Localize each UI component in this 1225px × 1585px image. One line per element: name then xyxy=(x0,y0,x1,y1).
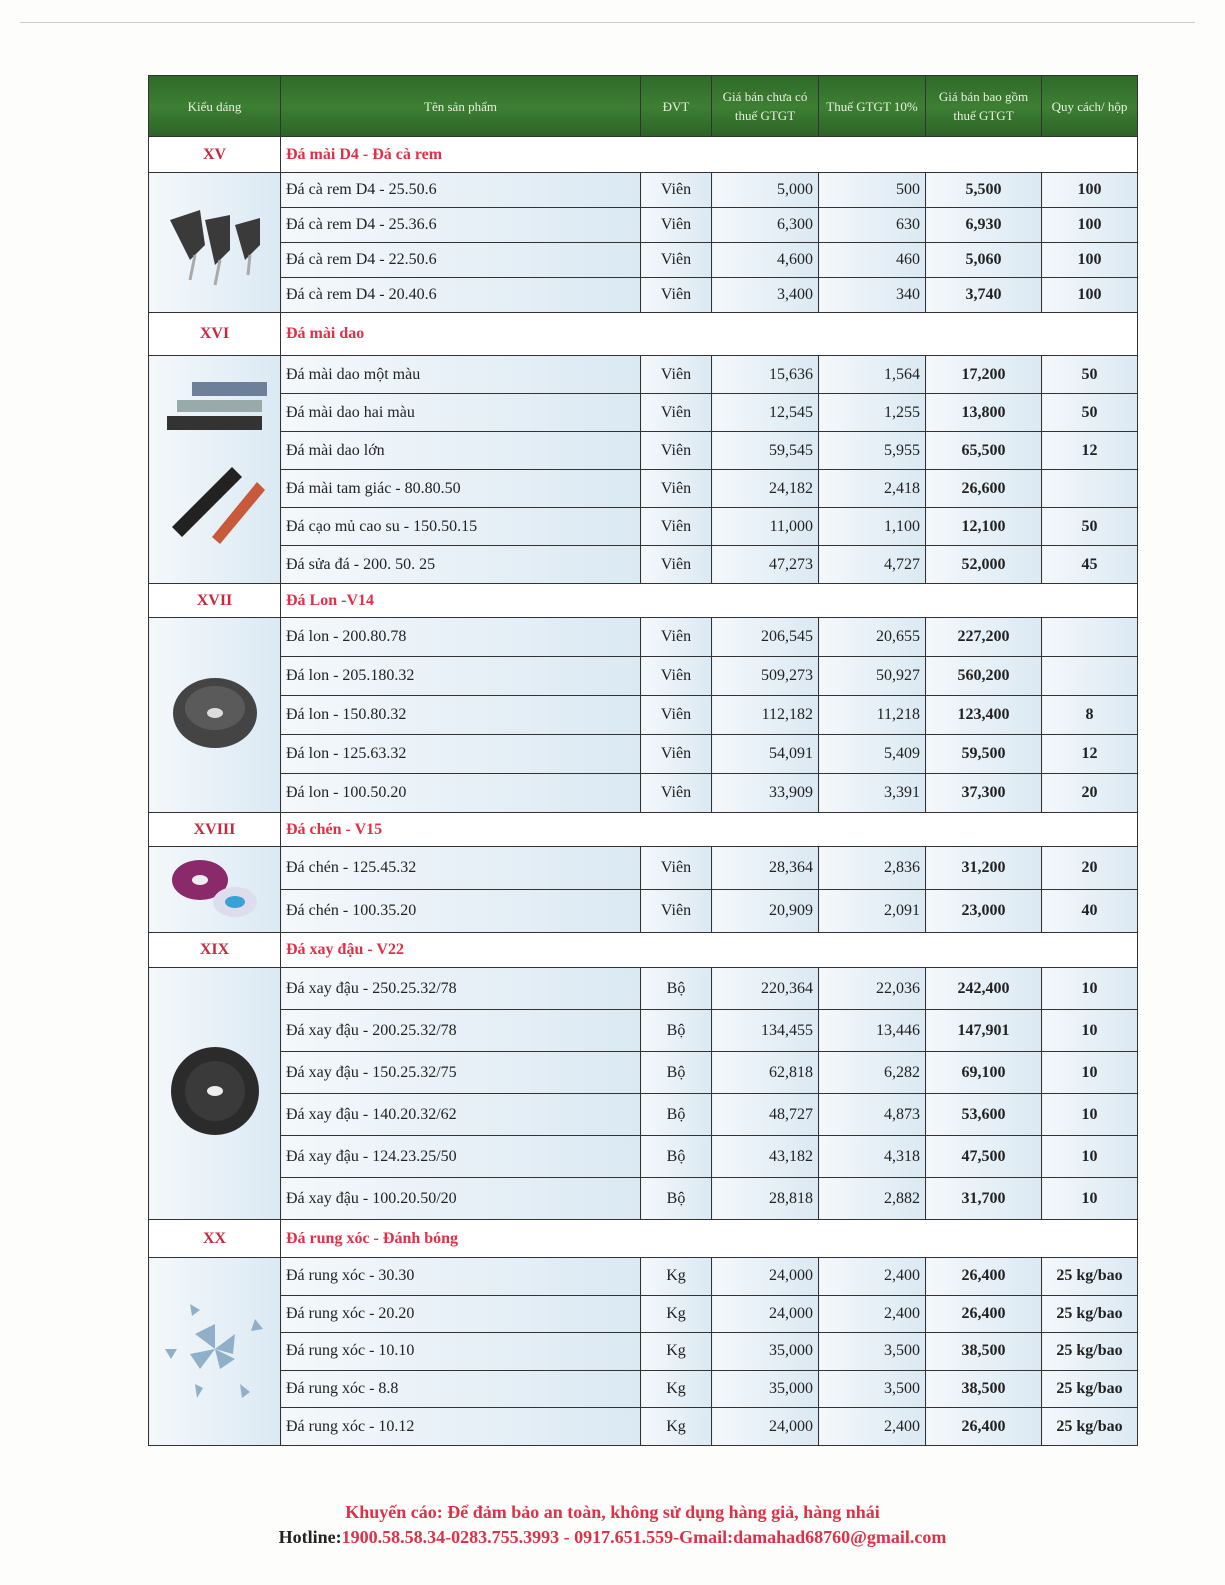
cell-unit: Viên xyxy=(641,208,712,243)
cell-packing: 25 kg/bao xyxy=(1042,1258,1138,1296)
cell-unit: Viên xyxy=(641,618,712,657)
cell-packing: 100 xyxy=(1042,173,1138,208)
cell-product-name: Đá cà rem D4 - 20.40.6 xyxy=(281,278,641,313)
table-row xyxy=(149,618,1138,657)
cell-vat: 4,727 xyxy=(819,546,926,584)
cell-vat: 2,400 xyxy=(819,1408,926,1446)
cell-price-pre-tax: 47,273 xyxy=(712,546,819,584)
cell-price-with-tax: 17,200 xyxy=(926,356,1042,394)
cell-unit: Viên xyxy=(641,735,712,774)
cell-unit: Bộ xyxy=(641,1052,712,1094)
col-style: Kiểu dáng xyxy=(149,76,281,137)
cell-price-with-tax: 23,000 xyxy=(926,890,1042,933)
cell-price-with-tax: 5,060 xyxy=(926,243,1042,278)
cell-product-name: Đá cà rem D4 - 25.50.6 xyxy=(281,173,641,208)
cell-unit: Viên xyxy=(641,546,712,584)
cell-product-name: Đá chén - 125.45.32 xyxy=(281,847,641,890)
section-title: Đá Lon -V14 xyxy=(281,584,1138,618)
cell-vat: 5,409 xyxy=(819,735,926,774)
cup-wheel-image xyxy=(149,618,281,813)
cell-price-with-tax: 52,000 xyxy=(926,546,1042,584)
cell-vat: 4,318 xyxy=(819,1136,926,1178)
table-row xyxy=(149,1052,1138,1094)
cell-price-with-tax: 26,400 xyxy=(926,1295,1042,1333)
cell-unit: Viên xyxy=(641,356,712,394)
cell-vat: 2,836 xyxy=(819,847,926,890)
hotline-label: Hotline: xyxy=(278,1527,342,1547)
cell-vat: 6,282 xyxy=(819,1052,926,1094)
col-unit: ĐVT xyxy=(641,76,712,137)
cell-vat: 2,400 xyxy=(819,1295,926,1333)
cell-price-pre-tax: 5,000 xyxy=(712,173,819,208)
cell-price-with-tax: 31,200 xyxy=(926,847,1042,890)
dish-wheels-image xyxy=(149,847,281,933)
col-packing: Quy cách/ hộp xyxy=(1042,76,1138,137)
cell-packing: 10 xyxy=(1042,1010,1138,1052)
cell-price-pre-tax: 28,364 xyxy=(712,847,819,890)
cell-product-name: Đá mài dao một màu xyxy=(281,356,641,394)
table-header xyxy=(149,76,1138,137)
cell-vat: 500 xyxy=(819,173,926,208)
cell-price-with-tax: 26,600 xyxy=(926,470,1042,508)
cell-product-name: Đá rung xóc - 30.30 xyxy=(281,1258,641,1296)
table-row xyxy=(149,1258,1138,1296)
cell-unit: Kg xyxy=(641,1295,712,1333)
cell-product-name: Đá xay đậu - 150.25.32/75 xyxy=(281,1052,641,1094)
cell-price-with-tax: 38,500 xyxy=(926,1333,1042,1371)
cell-product-name: Đá mài tam giác - 80.80.50 xyxy=(281,470,641,508)
cell-vat: 13,446 xyxy=(819,1010,926,1052)
cell-price-pre-tax: 509,273 xyxy=(712,657,819,696)
cell-unit: Kg xyxy=(641,1258,712,1296)
cell-vat: 50,927 xyxy=(819,657,926,696)
cell-packing xyxy=(1042,657,1138,696)
cell-unit: Bộ xyxy=(641,1010,712,1052)
cell-product-name: Đá xay đậu - 250.25.32/78 xyxy=(281,968,641,1010)
cell-product-name: Đá xay đậu - 140.20.32/62 xyxy=(281,1094,641,1136)
section-code: XIX xyxy=(149,933,281,968)
cell-price-with-tax: 47,500 xyxy=(926,1136,1042,1178)
cell-packing: 12 xyxy=(1042,735,1138,774)
cell-product-name: Đá lon - 205.180.32 xyxy=(281,657,641,696)
cell-price-pre-tax: 35,000 xyxy=(712,1370,819,1408)
tumbling-media-image xyxy=(149,1258,281,1446)
cell-packing: 50 xyxy=(1042,356,1138,394)
cell-unit: Viên xyxy=(641,847,712,890)
cell-product-name: Đá lon - 125.63.32 xyxy=(281,735,641,774)
cell-unit: Viên xyxy=(641,243,712,278)
cell-vat: 4,873 xyxy=(819,1094,926,1136)
cell-product-name: Đá rung xóc - 8.8 xyxy=(281,1370,641,1408)
table-row xyxy=(149,1136,1138,1178)
table-row xyxy=(149,1295,1138,1333)
bean-grinding-stone-image xyxy=(149,968,281,1220)
cell-packing: 100 xyxy=(1042,278,1138,313)
cell-price-pre-tax: 3,400 xyxy=(712,278,819,313)
hotline-value: 1900.58.58.34-0283.755.3993 - 0917.651.559-Gmail:damahad68760@gmail.com xyxy=(341,1527,947,1547)
cell-product-name: Đá cạo mủ cao su - 150.50.15 xyxy=(281,508,641,546)
cell-vat: 22,036 xyxy=(819,968,926,1010)
cell-price-pre-tax: 4,600 xyxy=(712,243,819,278)
cell-packing: 25 kg/bao xyxy=(1042,1333,1138,1371)
cell-packing: 10 xyxy=(1042,1052,1138,1094)
cell-vat: 2,091 xyxy=(819,890,926,933)
cell-price-pre-tax: 48,727 xyxy=(712,1094,819,1136)
section-header xyxy=(149,584,1138,618)
cell-vat: 3,391 xyxy=(819,774,926,813)
cell-packing: 25 kg/bao xyxy=(1042,1295,1138,1333)
cell-packing: 10 xyxy=(1042,1136,1138,1178)
cell-price-pre-tax: 62,818 xyxy=(712,1052,819,1094)
cell-price-pre-tax: 15,636 xyxy=(712,356,819,394)
cell-packing xyxy=(1042,470,1138,508)
table-row xyxy=(149,278,1138,313)
cell-price-pre-tax: 24,000 xyxy=(712,1258,819,1296)
cell-product-name: Đá rung xóc - 10.10 xyxy=(281,1333,641,1371)
table-row xyxy=(149,1333,1138,1371)
cell-price-pre-tax: 24,000 xyxy=(712,1295,819,1333)
cell-unit: Viên xyxy=(641,508,712,546)
col-vat: Thuế GTGT 10% xyxy=(819,76,926,137)
cell-packing: 20 xyxy=(1042,774,1138,813)
col-price-with-tax: Giá bán bao gồm thuế GTGT xyxy=(926,76,1042,137)
table-row xyxy=(149,1010,1138,1052)
table-row xyxy=(149,968,1138,1010)
cell-packing: 12 xyxy=(1042,432,1138,470)
cell-price-pre-tax: 24,182 xyxy=(712,470,819,508)
table-row xyxy=(149,208,1138,243)
cell-unit: Kg xyxy=(641,1408,712,1446)
sharpening-stones-image xyxy=(149,356,281,584)
cell-price-with-tax: 37,300 xyxy=(926,774,1042,813)
table-row xyxy=(149,774,1138,813)
cell-packing: 8 xyxy=(1042,696,1138,735)
table-row xyxy=(149,1370,1138,1408)
cell-price-pre-tax: 6,300 xyxy=(712,208,819,243)
cell-unit: Bộ xyxy=(641,1094,712,1136)
cell-product-name: Đá mài dao hai màu xyxy=(281,394,641,432)
cell-unit: Viên xyxy=(641,890,712,933)
table-row xyxy=(149,1094,1138,1136)
cell-price-pre-tax: 206,545 xyxy=(712,618,819,657)
table-row xyxy=(149,1178,1138,1220)
cell-price-pre-tax: 35,000 xyxy=(712,1333,819,1371)
cell-price-with-tax: 38,500 xyxy=(926,1370,1042,1408)
cell-vat: 1,564 xyxy=(819,356,926,394)
cell-packing: 20 xyxy=(1042,847,1138,890)
cell-unit: Viên xyxy=(641,394,712,432)
cell-vat: 1,100 xyxy=(819,508,926,546)
table-row xyxy=(149,243,1138,278)
cell-price-pre-tax: 28,818 xyxy=(712,1178,819,1220)
section-code: XV xyxy=(149,137,281,173)
cell-product-name: Đá rung xóc - 20.20 xyxy=(281,1295,641,1333)
cell-product-name: Đá cà rem D4 - 25.36.6 xyxy=(281,208,641,243)
price-table xyxy=(148,75,1138,1446)
cell-product-name: Đá cà rem D4 - 22.50.6 xyxy=(281,243,641,278)
section-title: Đá mài dao xyxy=(281,313,1138,356)
section-title: Đá rung xóc - Đánh bóng xyxy=(281,1220,1138,1258)
section-header xyxy=(149,813,1138,847)
cell-product-name: Đá chén - 100.35.20 xyxy=(281,890,641,933)
section-header xyxy=(149,313,1138,356)
cell-packing: 10 xyxy=(1042,1178,1138,1220)
cell-vat: 630 xyxy=(819,208,926,243)
cell-unit: Bộ xyxy=(641,1136,712,1178)
cell-price-with-tax: 147,901 xyxy=(926,1010,1042,1052)
cell-price-with-tax: 13,800 xyxy=(926,394,1042,432)
cell-price-pre-tax: 20,909 xyxy=(712,890,819,933)
table-row xyxy=(149,394,1138,432)
cell-unit: Kg xyxy=(641,1370,712,1408)
cell-packing: 50 xyxy=(1042,394,1138,432)
table-row xyxy=(149,508,1138,546)
cell-price-with-tax: 53,600 xyxy=(926,1094,1042,1136)
table-row xyxy=(149,173,1138,208)
warning-text: Khuyến cáo: Để đảm bảo an toàn, không sử dụng hàng giả, hàng nhái xyxy=(345,1502,880,1522)
cell-vat: 5,955 xyxy=(819,432,926,470)
cell-price-with-tax: 227,200 xyxy=(926,618,1042,657)
cell-vat: 3,500 xyxy=(819,1370,926,1408)
cell-price-pre-tax: 24,000 xyxy=(712,1408,819,1446)
table-row xyxy=(149,735,1138,774)
section-code: XVIII xyxy=(149,813,281,847)
cell-packing: 10 xyxy=(1042,1094,1138,1136)
cell-product-name: Đá lon - 100.50.20 xyxy=(281,774,641,813)
page-edge xyxy=(20,22,1195,23)
cell-price-pre-tax: 43,182 xyxy=(712,1136,819,1178)
table-row xyxy=(149,1408,1138,1446)
section-code: XVI xyxy=(149,313,281,356)
cell-vat: 340 xyxy=(819,278,926,313)
cell-product-name: Đá lon - 200.80.78 xyxy=(281,618,641,657)
cell-unit: Bộ xyxy=(641,968,712,1010)
cell-product-name: Đá xay đậu - 100.20.50/20 xyxy=(281,1178,641,1220)
cell-unit: Viên xyxy=(641,470,712,508)
hotline xyxy=(0,1527,1225,1548)
cell-price-pre-tax: 134,455 xyxy=(712,1010,819,1052)
col-price-pre-tax: Giá bán chưa có thuế GTGT xyxy=(712,76,819,137)
cell-packing: 100 xyxy=(1042,208,1138,243)
cell-packing: 25 kg/bao xyxy=(1042,1370,1138,1408)
cell-price-with-tax: 242,400 xyxy=(926,968,1042,1010)
cell-price-with-tax: 12,100 xyxy=(926,508,1042,546)
table-row xyxy=(149,696,1138,735)
cell-unit: Viên xyxy=(641,432,712,470)
cell-vat: 3,500 xyxy=(819,1333,926,1371)
cell-unit: Bộ xyxy=(641,1178,712,1220)
cell-price-with-tax: 5,500 xyxy=(926,173,1042,208)
table-row xyxy=(149,432,1138,470)
cell-price-with-tax: 59,500 xyxy=(926,735,1042,774)
cell-vat: 20,655 xyxy=(819,618,926,657)
section-title: Đá mài D4 - Đá cà rem xyxy=(281,137,1138,173)
cell-vat: 2,882 xyxy=(819,1178,926,1220)
table-row xyxy=(149,356,1138,394)
cell-unit: Viên xyxy=(641,696,712,735)
cell-price-with-tax: 26,400 xyxy=(926,1258,1042,1296)
cell-unit: Viên xyxy=(641,278,712,313)
section-code: XVII xyxy=(149,584,281,618)
cell-price-pre-tax: 220,364 xyxy=(712,968,819,1010)
section-header xyxy=(149,933,1138,968)
cone-grinding-stones-image xyxy=(149,173,281,313)
cell-packing xyxy=(1042,618,1138,657)
cell-product-name: Đá xay đậu - 124.23.25/50 xyxy=(281,1136,641,1178)
cell-price-with-tax: 560,200 xyxy=(926,657,1042,696)
table-row xyxy=(149,847,1138,890)
cell-unit: Viên xyxy=(641,173,712,208)
cell-packing: 100 xyxy=(1042,243,1138,278)
section-header xyxy=(149,1220,1138,1258)
cell-product-name: Đá xay đậu - 200.25.32/78 xyxy=(281,1010,641,1052)
table-row xyxy=(149,470,1138,508)
cell-price-with-tax: 6,930 xyxy=(926,208,1042,243)
cell-packing: 50 xyxy=(1042,508,1138,546)
cell-product-name: Đá rung xóc - 10.12 xyxy=(281,1408,641,1446)
cell-vat: 2,400 xyxy=(819,1258,926,1296)
cell-product-name: Đá lon - 150.80.32 xyxy=(281,696,641,735)
cell-price-with-tax: 65,500 xyxy=(926,432,1042,470)
section-title: Đá chén - V15 xyxy=(281,813,1138,847)
cell-product-name: Đá sửa đá - 200. 50. 25 xyxy=(281,546,641,584)
cell-price-with-tax: 69,100 xyxy=(926,1052,1042,1094)
cell-vat: 2,418 xyxy=(819,470,926,508)
cell-unit: Viên xyxy=(641,774,712,813)
cell-price-pre-tax: 59,545 xyxy=(712,432,819,470)
cell-price-with-tax: 123,400 xyxy=(926,696,1042,735)
cell-price-with-tax: 3,740 xyxy=(926,278,1042,313)
section-code: XX xyxy=(149,1220,281,1258)
cell-product-name: Đá mài dao lớn xyxy=(281,432,641,470)
cell-price-pre-tax: 12,545 xyxy=(712,394,819,432)
section-header xyxy=(149,137,1138,173)
cell-price-pre-tax: 54,091 xyxy=(712,735,819,774)
cell-price-pre-tax: 33,909 xyxy=(712,774,819,813)
cell-packing: 40 xyxy=(1042,890,1138,933)
cell-unit: Viên xyxy=(641,657,712,696)
cell-vat: 11,218 xyxy=(819,696,926,735)
cell-price-pre-tax: 11,000 xyxy=(712,508,819,546)
cell-price-with-tax: 31,700 xyxy=(926,1178,1042,1220)
cell-unit: Kg xyxy=(641,1333,712,1371)
cell-packing: 10 xyxy=(1042,968,1138,1010)
cell-packing: 45 xyxy=(1042,546,1138,584)
col-product-name: Tên sản phẩm xyxy=(281,76,641,137)
cell-price-with-tax: 26,400 xyxy=(926,1408,1042,1446)
cell-vat: 1,255 xyxy=(819,394,926,432)
table-row xyxy=(149,657,1138,696)
table-row xyxy=(149,546,1138,584)
cell-packing: 25 kg/bao xyxy=(1042,1408,1138,1446)
table-row xyxy=(149,890,1138,933)
section-title: Đá xay đậu - V22 xyxy=(281,933,1138,968)
cell-vat: 460 xyxy=(819,243,926,278)
cell-price-pre-tax: 112,182 xyxy=(712,696,819,735)
